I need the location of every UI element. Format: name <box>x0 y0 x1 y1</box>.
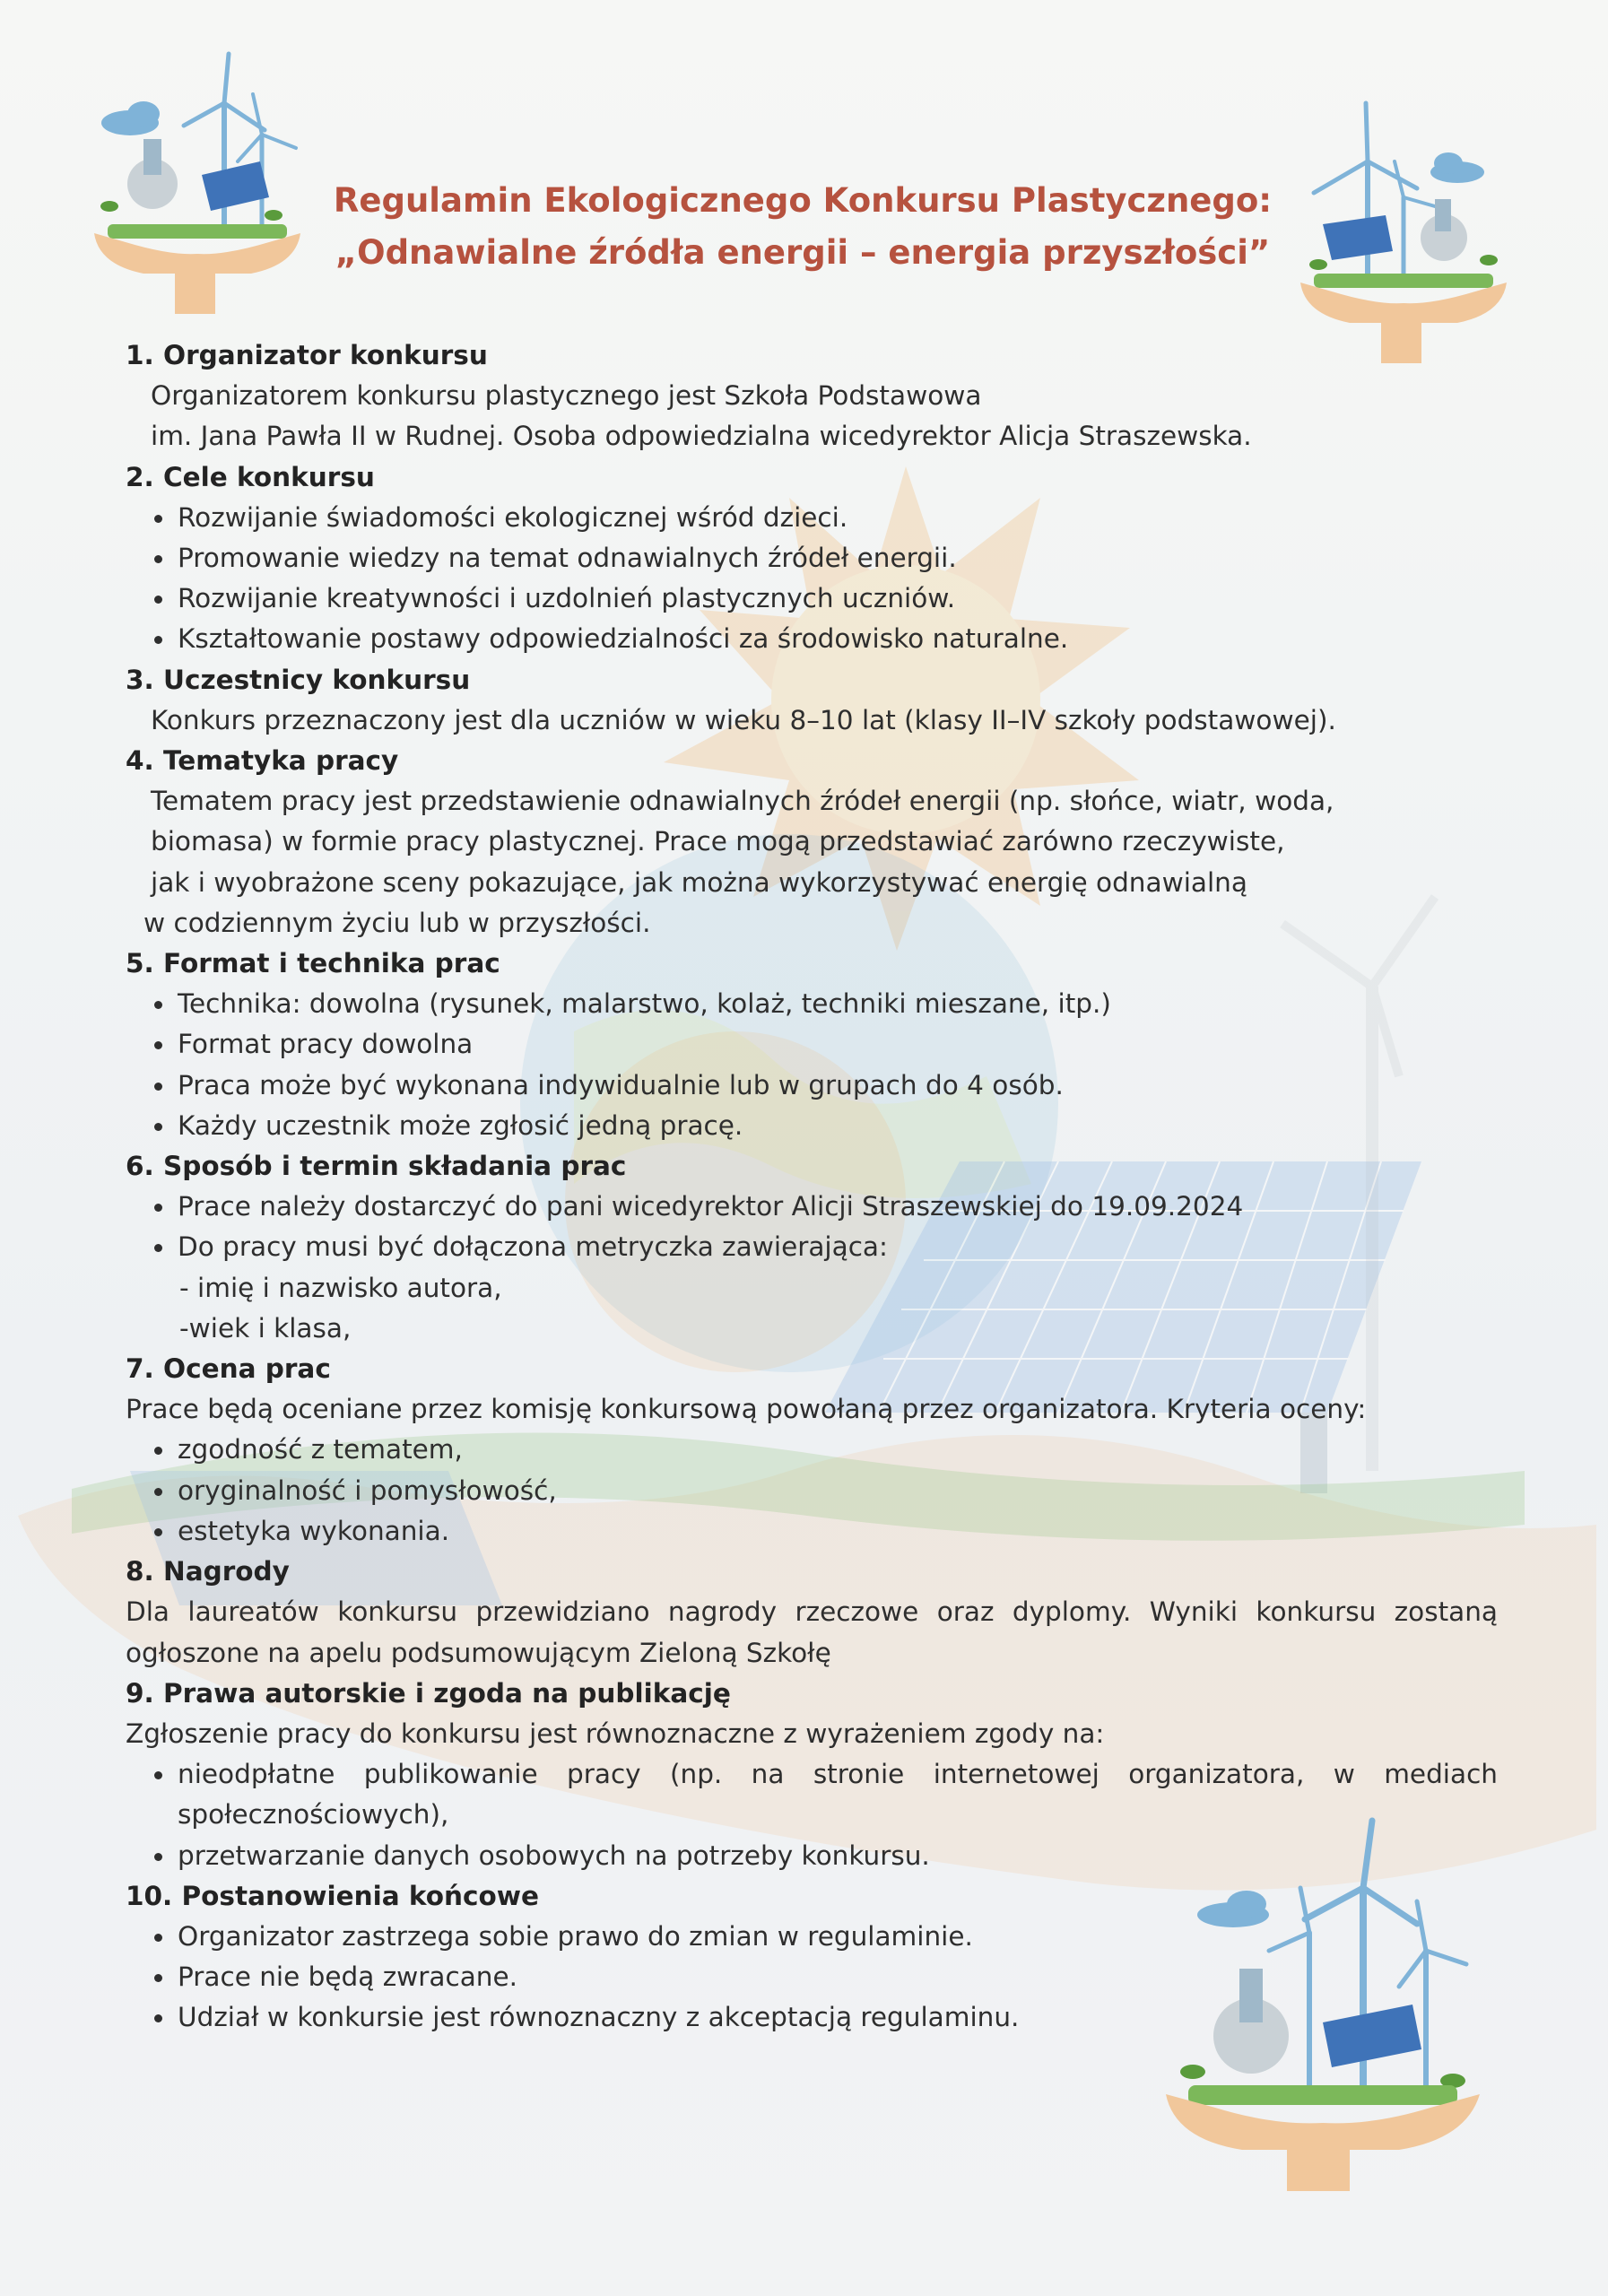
storage-tank-icon <box>127 139 178 209</box>
bullet-list <box>126 498 1498 660</box>
section-heading: 2. Cele konkursu <box>126 461 375 492</box>
paragraph-line: biomasa) w formie pracy plastycznej. Prace mogą przedstawiać zarówno rzeczywiste, <box>151 826 1285 857</box>
list-item: Rozwijanie świadomości ekologicznej wśród dzieci. <box>149 498 1498 538</box>
paragraph: Dla laureatów konkursu przewidziano nagrody rzeczowe oraz dyplomy. Wyniki konkursu zostaną ogłoszone na apelu podsumowującym Zieloną Szkołę <box>126 1596 1498 1668</box>
sub-item: - imię i nazwisko autora, <box>179 1272 502 1303</box>
bullet-list <box>126 1754 1498 1876</box>
list-item: Każdy uczestnik może zgłosić jedną pracę. <box>149 1106 1498 1146</box>
section-heading: 6. Sposób i termin składania prac <box>126 1151 627 1182</box>
paragraph: Konkurs przeznaczony jest dla uczniów w wieku 8–10 lat (klasy II–IV szkoły podstawowej). <box>151 704 1336 735</box>
section-heading: 4. Tematyka pracy <box>126 745 399 777</box>
section-heading: 5. Format i technika prac <box>126 948 500 979</box>
cloud-icon <box>1430 152 1484 183</box>
page-title <box>233 175 1372 279</box>
bullet-list <box>126 1917 1498 2039</box>
section-heading: 10. Postanowienia końcowe <box>126 1880 540 1911</box>
paragraph-line: Organizatorem konkursu plastycznego jest Szkoła Podstawowa <box>151 380 982 412</box>
sub-item: -wiek i klasa, <box>179 1312 352 1344</box>
section-heading: 1. Organizator konkursu <box>126 340 488 370</box>
list-item: Prace należy dostarczyć do pani wicedyrektor Alicji Straszewskiej do 19.09.2024 <box>149 1187 1498 1227</box>
list-item: nieodpłatne publikowanie pracy (np. na stronie internetowej organizatora, w mediach społecznościowych), <box>149 1754 1498 1835</box>
list-item: oryginalność i pomysłowość, <box>149 1471 1498 1511</box>
list-item: Format pracy dowolna <box>149 1024 1498 1065</box>
list-item: Do pracy musi być dołączona metryczka zawierająca: <box>149 1227 1498 1267</box>
section-heading: 9. Prawa autorskie i zgoda na publikację <box>126 1677 731 1709</box>
regulations-content <box>126 335 1498 2039</box>
paragraph-line: jak i wyobrażone sceny pokazujące, jak można wykorzystywać energię odnawialną <box>151 866 1247 898</box>
storage-tank-icon <box>1421 199 1467 261</box>
list-item: Promowanie wiedzy na temat odnawialnych źródeł energii. <box>149 538 1498 578</box>
hands-icon <box>1166 2094 1480 2191</box>
section-participants <box>126 660 1498 741</box>
section-heading: 8. Nagrody <box>126 1556 290 1587</box>
paragraph: Zgłoszenie pracy do konkursu jest równoznaczne z wyrażeniem zgody na: <box>126 1718 1105 1749</box>
list-item: Rozwijanie kreatywności i uzdolnień plastycznych uczniów. <box>149 578 1498 619</box>
section-evaluation <box>126 1349 1498 1552</box>
list-item: Praca może być wykonana indywidualnie lub w grupach do 4 osób. <box>149 1065 1498 1106</box>
paragraph-line: Tematem pracy jest przedstawienie odnawialnych źródeł energii (np. słońce, wiatr, woda, <box>151 786 1334 817</box>
section-format <box>126 944 1498 1146</box>
section-goals <box>126 457 1498 660</box>
section-submission <box>126 1146 1498 1349</box>
paragraph: Prace będą oceniane przez komisję konkursową powołaną przez organizatora. Kryteria oceny: <box>126 1394 1367 1425</box>
section-prizes <box>126 1552 1498 1674</box>
section-final-provisions <box>126 1876 1498 2039</box>
list-item: zgodność z tematem, <box>149 1430 1498 1470</box>
section-copyright <box>126 1674 1498 1876</box>
title-line-2: „Odnawialne źródła energii – energia przyszłości” <box>335 233 1271 272</box>
plant-icon <box>1180 2065 1465 2088</box>
list-item: estetyka wykonania. <box>149 1511 1498 1552</box>
section-theme <box>126 741 1498 944</box>
paragraph-line: im. Jana Pawła II w Rudnej. Osoba odpowiedzialna wicedyrektor Alicja Straszewska. <box>151 421 1252 452</box>
list-item: Organizator zastrzega sobie prawo do zmian w regulaminie. <box>149 1917 1498 1957</box>
section-organizer <box>126 335 1498 457</box>
list-item: Technika: dowolna (rysunek, malarstwo, kolaż, techniki mieszane, itp.) <box>149 984 1498 1024</box>
section-heading: 7. Ocena prac <box>126 1353 331 1385</box>
bullet-list <box>126 1430 1498 1552</box>
cloud-icon <box>101 101 160 135</box>
paragraph-line: w codziennym życiu lub w przyszłości. <box>143 907 651 938</box>
list-item: Kształtowanie postawy odpowiedzialności za środowisko naturalne. <box>149 619 1498 659</box>
bullet-list <box>126 984 1498 1146</box>
list-item: Udział w konkursie jest równoznaczny z akceptacją regulaminu. <box>149 1997 1498 2038</box>
title-line-1: Regulamin Ekologicznego Konkursu Plastycznego: <box>333 181 1273 220</box>
bullet-list <box>126 1187 1498 1267</box>
list-item: Prace nie będą zwracane. <box>149 1957 1498 1997</box>
list-item: przetwarzanie danych osobowych na potrzeby konkursu. <box>149 1836 1498 1876</box>
section-heading: 3. Uczestnicy konkursu <box>126 664 471 695</box>
